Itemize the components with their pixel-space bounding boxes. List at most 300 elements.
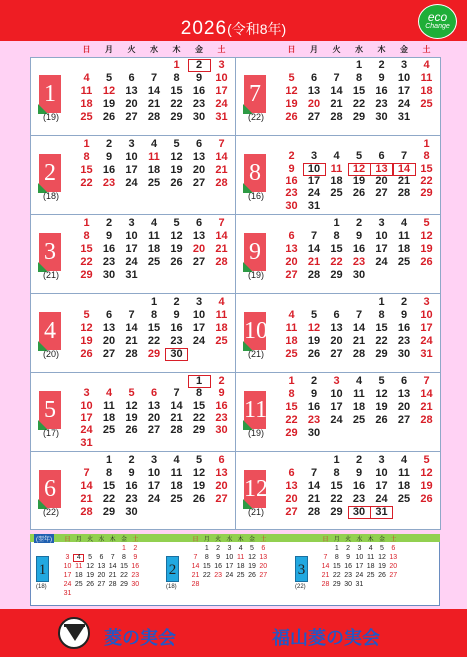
day-cell: 24 bbox=[330, 414, 343, 426]
day-cell: 12 bbox=[192, 467, 206, 479]
day-cell: 10 bbox=[125, 230, 138, 242]
day-cell: 14 bbox=[80, 480, 93, 492]
organization-short-name: 菱の実会 bbox=[104, 628, 176, 648]
mini-weekday-header: 水 bbox=[356, 537, 363, 543]
working-day-count: (19) bbox=[248, 428, 265, 438]
day-cell: 20 bbox=[307, 98, 321, 110]
day-cell: 11 bbox=[330, 162, 343, 175]
day-cell: 31 bbox=[125, 269, 138, 281]
day-cell: 15 bbox=[102, 480, 116, 492]
mini-day-cell: 24 bbox=[355, 572, 364, 579]
day-cell: 14 bbox=[215, 151, 228, 163]
month-number: 2 bbox=[39, 154, 61, 192]
row-divider bbox=[30, 451, 441, 452]
mini-day-cell: 16 bbox=[131, 563, 140, 570]
day-cell: 18 bbox=[215, 322, 228, 334]
mini-day-cell: 12 bbox=[86, 563, 94, 570]
day-cell: 21 bbox=[80, 493, 93, 505]
day-cell: 31 bbox=[370, 506, 393, 519]
day-cell: 6 bbox=[400, 375, 408, 387]
day-cell: 30 bbox=[215, 424, 228, 437]
day-cell: 6 bbox=[128, 72, 135, 84]
day-cell: 9 bbox=[195, 72, 203, 84]
day-cell: 31 bbox=[397, 111, 411, 123]
day-cell: 14 bbox=[307, 480, 321, 492]
mini-day-cell: 8 bbox=[204, 554, 209, 561]
day-cell: 22 bbox=[352, 98, 366, 110]
day-cell: 4 bbox=[150, 217, 158, 229]
month-number: 8 bbox=[244, 154, 266, 192]
day-cell: 29 bbox=[102, 506, 116, 518]
day-cell: 15 bbox=[375, 322, 388, 334]
mini-day-cell: 27 bbox=[259, 572, 268, 579]
mini-day-cell: 21 bbox=[191, 572, 200, 579]
day-cell: 26 bbox=[125, 424, 138, 437]
mini-day-cell: 26 bbox=[86, 581, 94, 588]
day-cell: 29 bbox=[285, 427, 298, 439]
day-cell: 1 bbox=[83, 138, 90, 150]
mini-day-cell: 9 bbox=[216, 554, 221, 561]
mini-day-cell: 22 bbox=[120, 572, 128, 579]
mini-day-cell: 17 bbox=[225, 563, 234, 570]
day-cell: 16 bbox=[352, 243, 366, 255]
day-cell: 24 bbox=[375, 256, 388, 268]
mini-weekday-header: 日 bbox=[192, 537, 199, 543]
mini-weekday-header: 金 bbox=[120, 537, 127, 543]
mini-weekday-header: 金 bbox=[248, 537, 255, 543]
mini-day-cell: 3 bbox=[357, 545, 362, 552]
day-cell: 5 bbox=[83, 309, 90, 321]
day-cell: 6 bbox=[195, 138, 203, 150]
day-cell: 28 bbox=[420, 414, 433, 426]
day-cell: 4 bbox=[218, 296, 225, 308]
day-cell: 5 bbox=[173, 138, 180, 150]
mini-day-cell: 6 bbox=[99, 554, 104, 561]
mini-day-cell: 17 bbox=[355, 563, 364, 570]
day-cell: 12 bbox=[102, 85, 116, 97]
day-cell: 13 bbox=[192, 230, 206, 242]
day-cell: 17 bbox=[375, 243, 388, 255]
day-cell: 24 bbox=[215, 98, 228, 110]
day-cell: 9 bbox=[310, 388, 318, 400]
mini-day-cell: 23 bbox=[131, 572, 140, 579]
day-cell: 13 bbox=[307, 85, 321, 97]
day-cell: 21 bbox=[125, 335, 138, 347]
day-cell: 1 bbox=[423, 138, 430, 150]
day-cell: 8 bbox=[288, 388, 295, 400]
mini-day-cell: 11 bbox=[367, 554, 375, 561]
mini-day-cell: 12 bbox=[248, 554, 256, 561]
day-cell: 23 bbox=[352, 493, 366, 505]
day-cell: 2 bbox=[400, 296, 408, 308]
day-cell: 11 bbox=[285, 322, 298, 334]
day-cell: 12 bbox=[375, 388, 388, 400]
day-cell: 27 bbox=[215, 493, 228, 505]
mini-day-cell: 15 bbox=[202, 563, 211, 570]
day-cell: 4 bbox=[355, 375, 363, 387]
mini-day-cell: 5 bbox=[380, 545, 384, 552]
mini-day-cell: 24 bbox=[225, 572, 234, 579]
day-cell: 24 bbox=[147, 493, 161, 505]
day-cell: 25 bbox=[215, 335, 228, 347]
mini-day-cell: 3 bbox=[65, 554, 70, 561]
day-cell: 23 bbox=[102, 177, 116, 189]
mini-day-cell: 20 bbox=[259, 563, 268, 570]
day-cell: 20 bbox=[330, 335, 343, 347]
day-cell: 11 bbox=[103, 399, 115, 412]
day-cell: 18 bbox=[352, 401, 366, 413]
mini-day-cell: 24 bbox=[63, 581, 72, 588]
weekday-header: 月 bbox=[105, 45, 113, 54]
day-cell: 22 bbox=[285, 414, 298, 426]
day-cell: 10 bbox=[192, 309, 206, 321]
mini-weekday-header: 土 bbox=[132, 537, 139, 543]
day-cell: 22 bbox=[80, 177, 93, 189]
day-cell: 17 bbox=[192, 322, 206, 334]
day-cell: 4 bbox=[400, 217, 408, 229]
day-cell: 25 bbox=[397, 493, 411, 505]
day-cell: 30 bbox=[348, 506, 371, 519]
day-cell: 25 bbox=[352, 414, 366, 426]
next-year-label: (翌年) bbox=[34, 534, 54, 543]
day-cell: 15 bbox=[352, 85, 366, 97]
mini-working-day-count: (18) bbox=[36, 584, 47, 590]
mini-day-cell: 2 bbox=[216, 545, 221, 552]
day-cell: 21 bbox=[307, 493, 321, 505]
day-cell: 19 bbox=[170, 164, 183, 176]
day-cell: 22 bbox=[375, 335, 388, 347]
mini-month-number: 2 bbox=[166, 556, 179, 582]
mini-day-cell: 13 bbox=[97, 563, 106, 570]
day-cell: 10 bbox=[330, 388, 343, 400]
mini-day-cell: 19 bbox=[86, 572, 94, 579]
day-cell: 7 bbox=[173, 387, 180, 400]
mini-day-cell: 25 bbox=[366, 572, 375, 579]
mini-weekday-header: 火 bbox=[87, 537, 94, 543]
day-cell: 20 bbox=[147, 412, 161, 424]
day-cell: 7 bbox=[355, 309, 363, 321]
mini-day-cell: 14 bbox=[321, 563, 330, 570]
day-cell: 1 bbox=[288, 375, 295, 387]
day-cell: 28 bbox=[80, 506, 93, 518]
mini-day-cell: 28 bbox=[321, 581, 330, 588]
mini-day-cell: 28 bbox=[191, 581, 200, 588]
mini-day-cell: 31 bbox=[63, 590, 72, 597]
day-cell: 29 bbox=[375, 348, 388, 360]
day-cell: 13 bbox=[102, 322, 116, 334]
day-cell: 18 bbox=[147, 243, 161, 255]
day-cell: 14 bbox=[307, 243, 321, 255]
day-cell: 27 bbox=[285, 269, 298, 281]
mini-day-cell: 22 bbox=[202, 572, 211, 579]
day-cell: 17 bbox=[125, 164, 138, 176]
mini-weekday-header: 木 bbox=[109, 537, 116, 543]
day-cell: 9 bbox=[105, 230, 113, 242]
day-cell: 8 bbox=[83, 230, 90, 242]
day-cell: 20 bbox=[285, 256, 298, 268]
day-cell: 16 bbox=[375, 85, 388, 97]
day-cell: 10 bbox=[147, 467, 161, 479]
weekday-header: 土 bbox=[217, 45, 226, 54]
day-cell: 18 bbox=[420, 85, 433, 97]
day-cell: 22 bbox=[170, 98, 183, 110]
day-cell: 27 bbox=[285, 506, 298, 518]
day-cell: 1 bbox=[173, 59, 180, 71]
mini-day-cell: 30 bbox=[131, 581, 140, 588]
day-cell: 4 bbox=[288, 309, 295, 321]
day-cell: 24 bbox=[125, 177, 138, 189]
day-cell: 17 bbox=[125, 243, 138, 255]
day-cell: 2 bbox=[310, 375, 318, 387]
mini-day-cell: 12 bbox=[378, 554, 386, 561]
day-cell: 16 bbox=[170, 322, 183, 334]
day-cell: 29 bbox=[352, 111, 366, 123]
working-day-count: (17) bbox=[43, 428, 60, 438]
day-cell: 25 bbox=[147, 256, 161, 268]
day-cell: 23 bbox=[102, 256, 116, 268]
mini-working-day-count: (22) bbox=[295, 584, 306, 590]
day-cell: 14 bbox=[170, 399, 183, 412]
row-divider bbox=[30, 372, 441, 373]
mini-day-cell: 15 bbox=[120, 563, 128, 570]
mini-day-cell: 6 bbox=[261, 545, 266, 552]
day-cell: 19 bbox=[80, 335, 93, 347]
mini-day-cell: 5 bbox=[250, 545, 254, 552]
day-cell: 11 bbox=[353, 388, 365, 400]
day-cell: 14 bbox=[352, 322, 366, 334]
day-cell: 5 bbox=[288, 72, 295, 84]
day-cell: 10 bbox=[375, 467, 388, 479]
day-cell: 9 bbox=[378, 72, 385, 84]
day-cell: 21 bbox=[215, 164, 228, 176]
weekday-header: 火 bbox=[332, 45, 341, 54]
day-cell: 30 bbox=[165, 348, 188, 361]
day-cell: 26 bbox=[307, 348, 321, 360]
day-cell: 21 bbox=[147, 98, 161, 110]
day-cell: 13 bbox=[397, 388, 411, 400]
day-cell: 1 bbox=[150, 296, 158, 308]
day-cell: 7 bbox=[333, 72, 340, 84]
day-cell: 2 bbox=[188, 59, 211, 72]
day-cell: 5 bbox=[378, 375, 385, 387]
day-cell: 6 bbox=[288, 230, 295, 242]
day-cell: 31 bbox=[80, 436, 93, 449]
day-cell: 2 bbox=[105, 217, 113, 229]
day-cell: 1 bbox=[333, 217, 340, 229]
day-cell: 10 bbox=[80, 399, 93, 412]
month-number: 10 bbox=[244, 312, 266, 350]
mini-day-cell: 16 bbox=[214, 563, 222, 570]
day-cell: 5 bbox=[128, 387, 135, 400]
day-cell: 23 bbox=[352, 256, 366, 268]
day-cell: 19 bbox=[352, 175, 366, 187]
mini-day-cell: 18 bbox=[236, 563, 245, 570]
day-cell: 12 bbox=[80, 322, 93, 334]
day-cell: 29 bbox=[420, 187, 433, 200]
day-cell: 2 bbox=[218, 375, 225, 387]
day-cell: 4 bbox=[83, 72, 90, 84]
month-number: 4 bbox=[39, 312, 61, 350]
day-cell: 6 bbox=[378, 150, 385, 163]
mini-day-cell: 4 bbox=[238, 545, 243, 552]
mini-weekday-header: 土 bbox=[260, 537, 267, 543]
mini-day-cell: 21 bbox=[108, 572, 117, 579]
day-cell: 18 bbox=[330, 175, 343, 187]
day-cell: 14 bbox=[393, 163, 416, 176]
mini-day-cell: 25 bbox=[236, 572, 245, 579]
mini-weekday-header: 日 bbox=[64, 537, 71, 543]
mini-day-cell: 7 bbox=[323, 554, 328, 561]
day-cell: 14 bbox=[330, 85, 343, 97]
day-cell: 9 bbox=[105, 151, 113, 163]
day-cell: 3 bbox=[128, 217, 135, 229]
day-cell: 28 bbox=[215, 256, 228, 268]
day-cell: 15 bbox=[420, 162, 433, 175]
day-cell: 10 bbox=[215, 72, 228, 84]
day-cell: 9 bbox=[355, 467, 363, 479]
mini-day-cell: 28 bbox=[108, 581, 117, 588]
day-cell: 8 bbox=[378, 309, 385, 321]
day-cell: 3 bbox=[400, 59, 408, 71]
day-cell: 26 bbox=[80, 348, 93, 360]
day-cell: 18 bbox=[397, 243, 411, 255]
day-cell: 21 bbox=[307, 256, 321, 268]
mini-day-cell: 29 bbox=[332, 581, 341, 588]
day-cell: 8 bbox=[83, 151, 90, 163]
mini-day-cell: 13 bbox=[389, 554, 398, 561]
day-cell: 23 bbox=[125, 493, 138, 505]
day-cell: 3 bbox=[195, 296, 203, 308]
day-cell: 13 bbox=[330, 322, 343, 334]
day-cell: 15 bbox=[285, 401, 298, 413]
mini-day-cell: 14 bbox=[191, 563, 200, 570]
day-cell: 20 bbox=[215, 480, 228, 492]
day-cell: 1 bbox=[355, 59, 363, 71]
day-cell: 30 bbox=[397, 348, 411, 360]
weekday-header: 金 bbox=[195, 45, 203, 54]
day-cell: 19 bbox=[307, 335, 321, 347]
day-cell: 27 bbox=[375, 187, 388, 200]
month-number: 5 bbox=[39, 391, 61, 429]
day-cell: 25 bbox=[147, 177, 161, 189]
day-cell: 26 bbox=[285, 111, 298, 123]
day-cell: 28 bbox=[397, 187, 411, 200]
mini-weekday-header: 木 bbox=[237, 537, 244, 543]
mini-day-cell: 26 bbox=[378, 572, 386, 579]
day-cell: 4 bbox=[423, 59, 430, 71]
mini-day-cell: 6 bbox=[391, 545, 396, 552]
mini-day-cell: 7 bbox=[193, 554, 198, 561]
day-cell: 2 bbox=[173, 296, 180, 308]
day-cell: 15 bbox=[170, 85, 183, 97]
day-cell: 27 bbox=[330, 348, 343, 360]
weekday-header: 日 bbox=[287, 45, 296, 54]
day-cell: 7 bbox=[83, 467, 90, 479]
weekday-header: 水 bbox=[355, 45, 363, 54]
day-cell: 8 bbox=[423, 150, 430, 163]
day-cell: 15 bbox=[80, 243, 93, 255]
mini-day-cell: 18 bbox=[366, 563, 375, 570]
day-cell: 21 bbox=[215, 243, 228, 255]
day-cell: 29 bbox=[80, 269, 93, 281]
day-cell: 18 bbox=[102, 412, 116, 424]
day-cell: 23 bbox=[307, 414, 321, 426]
working-day-count: (18) bbox=[43, 191, 60, 201]
day-cell: 18 bbox=[80, 98, 93, 110]
day-cell: 9 bbox=[218, 387, 225, 400]
day-cell: 21 bbox=[397, 175, 411, 187]
mini-day-cell: 14 bbox=[108, 563, 117, 570]
day-cell: 12 bbox=[420, 467, 433, 479]
day-cell: 23 bbox=[397, 335, 411, 347]
day-cell: 4 bbox=[400, 454, 408, 466]
day-cell: 26 bbox=[170, 177, 183, 189]
weekday-header: 木 bbox=[172, 45, 181, 54]
day-cell: 30 bbox=[375, 111, 388, 123]
day-cell: 4 bbox=[105, 387, 113, 400]
day-cell: 5 bbox=[173, 217, 180, 229]
day-cell: 3 bbox=[128, 138, 135, 150]
month-number: 3 bbox=[39, 233, 61, 271]
day-cell: 25 bbox=[397, 256, 411, 268]
day-cell: 25 bbox=[170, 493, 183, 505]
day-cell: 19 bbox=[285, 98, 298, 110]
day-cell: 19 bbox=[102, 98, 116, 110]
day-cell: 9 bbox=[288, 162, 295, 175]
mini-day-cell: 27 bbox=[389, 572, 398, 579]
day-cell: 2 bbox=[128, 454, 135, 466]
day-cell: 6 bbox=[218, 454, 225, 466]
day-cell: 24 bbox=[420, 335, 433, 347]
day-cell: 16 bbox=[352, 480, 366, 492]
day-cell: 5 bbox=[105, 72, 113, 84]
day-cell: 20 bbox=[125, 98, 138, 110]
day-cell: 28 bbox=[125, 348, 138, 360]
day-cell: 13 bbox=[147, 399, 161, 412]
day-cell: 28 bbox=[170, 424, 183, 437]
day-cell: 7 bbox=[423, 375, 430, 387]
day-cell: 13 bbox=[285, 243, 298, 255]
day-cell: 16 bbox=[192, 85, 206, 97]
era-text: (令和8年) bbox=[227, 21, 287, 37]
mini-day-cell: 7 bbox=[110, 554, 115, 561]
mini-weekday-header: 水 bbox=[98, 537, 105, 543]
day-cell: 6 bbox=[105, 309, 113, 321]
day-cell: 8 bbox=[355, 72, 363, 84]
month-number: 9 bbox=[244, 233, 266, 271]
working-day-count: (21) bbox=[248, 349, 265, 359]
day-cell: 27 bbox=[307, 111, 321, 123]
day-cell: 19 bbox=[125, 412, 138, 424]
day-cell: 19 bbox=[192, 480, 206, 492]
day-cell: 29 bbox=[330, 269, 343, 281]
day-cell: 18 bbox=[147, 164, 161, 176]
month-number: 1 bbox=[39, 75, 61, 113]
mini-day-cell: 10 bbox=[63, 563, 72, 570]
day-cell: 26 bbox=[352, 187, 366, 200]
day-cell: 11 bbox=[398, 467, 410, 479]
day-cell: 30 bbox=[352, 269, 366, 281]
day-cell: 31 bbox=[215, 111, 228, 123]
day-cell: 1 bbox=[105, 454, 113, 466]
day-cell: 14 bbox=[420, 388, 433, 400]
working-day-count: (16) bbox=[248, 191, 265, 201]
day-cell: 4 bbox=[173, 454, 180, 466]
row-divider bbox=[30, 214, 441, 215]
day-cell: 27 bbox=[397, 414, 411, 426]
day-cell: 3 bbox=[378, 217, 385, 229]
day-cell: 17 bbox=[80, 412, 93, 424]
